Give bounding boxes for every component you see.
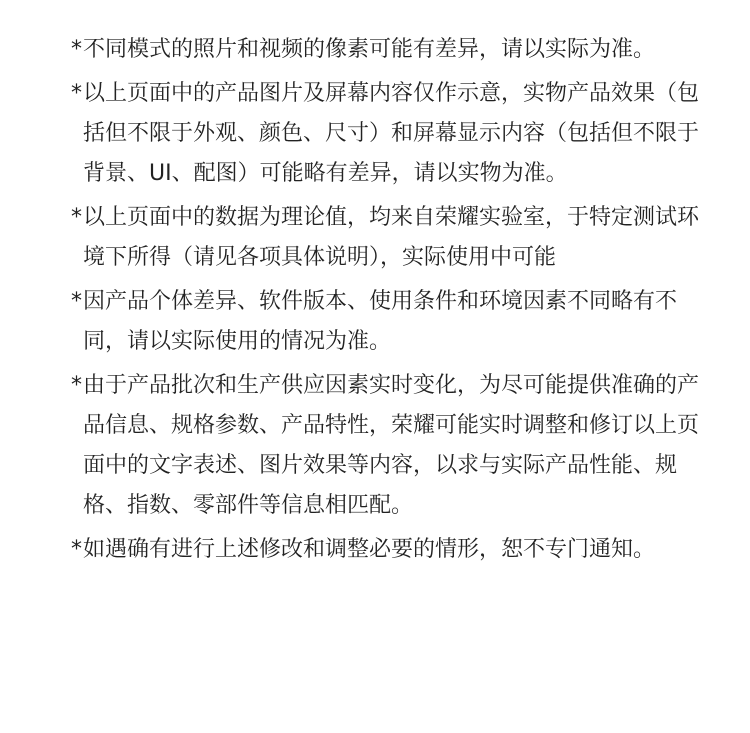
disclaimer-list [71,30,711,574]
disclaimer-text: 由于产品批次和生产供应因素实时变化，为尽可能提供准确的产品信息、规格参数、产品特性，荣耀可能实时调整和修订以上页面中的文字表述、图片效果等内容，以求与实际产品性能、规格、指数、零部件等信息相匹配。 [83,373,700,518]
asterisk-marker: * [71,373,82,398]
asterisk-marker: * [71,289,82,314]
asterisk-marker: * [71,81,82,106]
asterisk-marker: * [71,205,82,230]
disclaimer-item [71,198,711,278]
disclaimer-text: 因产品个体差异、软件版本、使用条件和环境因素不同略有不同，请以实际使用的情况为准。 [83,289,678,354]
disclaimer-item [71,530,711,570]
asterisk-marker: * [71,537,82,562]
disclaimer-text: 如遇确有进行上述修改和调整必要的情形，恕不专门通知。 [83,537,656,562]
disclaimer-text: 以上页面中的数据为理论值，均来自荣耀实验室，于特定测试环境下所得（请见各项具体说明），实际使用中可能 [83,205,700,270]
disclaimer-text: 以上页面中的产品图片及屏幕内容仅作示意，实物产品效果（包括但不限于外观、颜色、尺寸）和屏幕显示内容（包括但不限于背景、UI、配图）可能略有差异，请以实物为准。 [83,81,700,186]
disclaimer-item [71,282,711,362]
disclaimer-item [71,366,711,526]
asterisk-marker: * [71,37,82,62]
disclaimer-item [71,74,711,194]
disclaimer-text: 不同模式的照片和视频的像素可能有差异，请以实际为准。 [83,37,656,62]
disclaimer-item [71,30,711,70]
